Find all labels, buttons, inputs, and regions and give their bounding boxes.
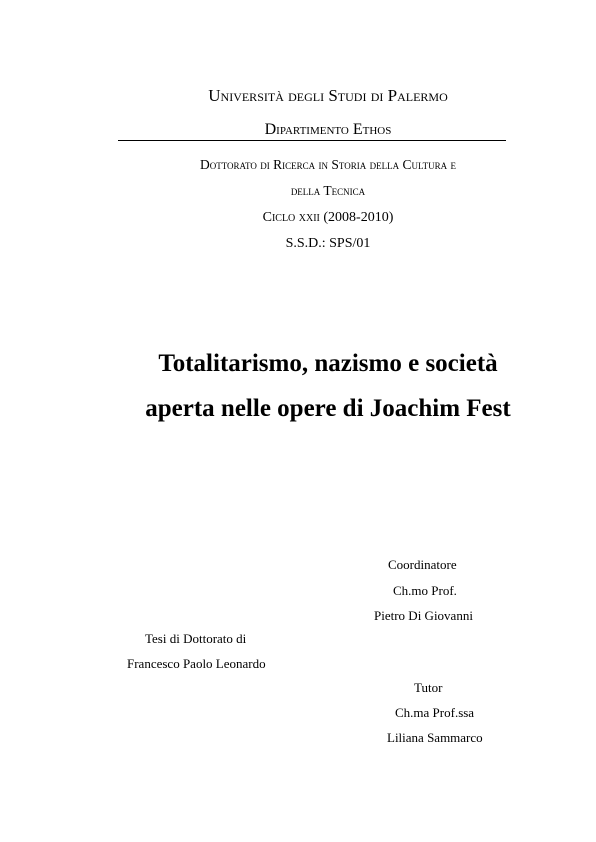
coordinator-label: Coordinatore xyxy=(388,557,457,572)
doctorate-line-1: Dottorato di Ricerca in Storia della Cultura e xyxy=(199,157,457,172)
thesis-label: Tesi di Dottorato di xyxy=(145,631,247,646)
coordinator-name: Pietro Di Giovanni xyxy=(374,608,473,623)
doctorate-line-2: della Tecnica xyxy=(290,183,366,198)
scientific-sector: S.S.D.: SPS/01 xyxy=(285,236,371,251)
tutor-honorific: Ch.ma Prof.ssa xyxy=(395,705,475,720)
tutor-name: Liliana Sammarco xyxy=(387,730,483,745)
doctorate-cycle: Ciclo xxii (2008-2010) xyxy=(262,210,394,225)
tutor-label: Tutor xyxy=(414,680,443,695)
thesis-author: Francesco Paolo Leonardo xyxy=(127,656,266,671)
department-name: Dipartimento Ethos xyxy=(264,121,392,138)
university-name: Università degli Studi di Palermo xyxy=(208,86,448,105)
thesis-title-line-1: Totalitarismo, nazismo e società xyxy=(158,350,498,377)
coordinator-honorific: Ch.mo Prof. xyxy=(393,583,457,598)
header-divider xyxy=(118,140,506,141)
thesis-title-line-2: aperta nelle opere di Joachim Fest xyxy=(145,395,511,422)
